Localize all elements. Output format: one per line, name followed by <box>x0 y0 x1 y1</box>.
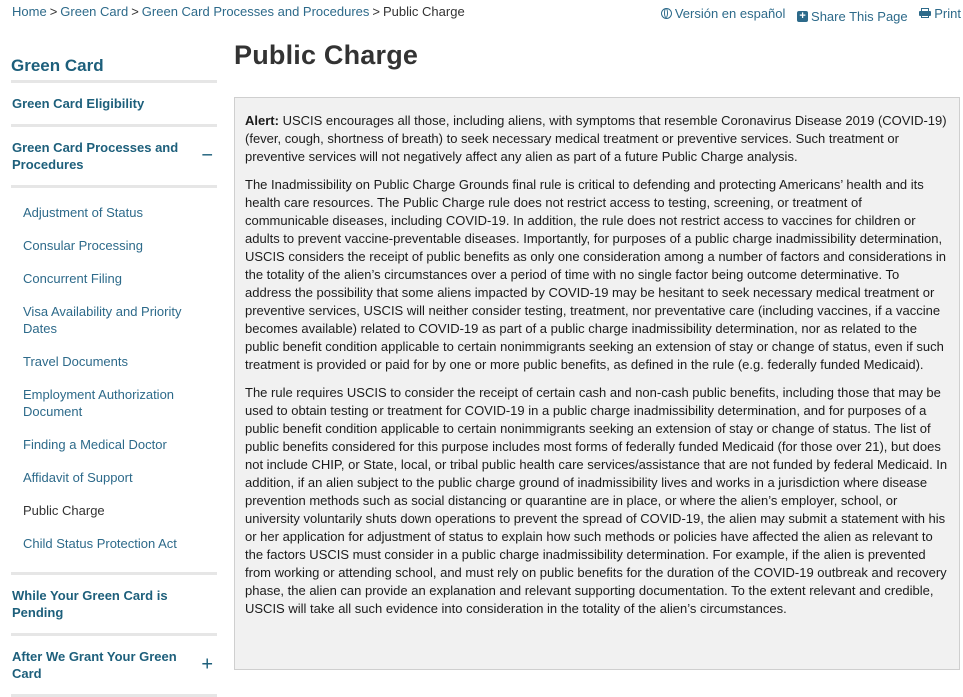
breadcrumb-separator: > <box>131 4 139 19</box>
print-label: Print <box>934 6 961 21</box>
covid-alert-box <box>234 97 960 670</box>
expand-plus-icon[interactable]: + <box>201 653 213 676</box>
sidebar-item-processes[interactable] <box>11 127 217 188</box>
sidebar-item-pending[interactable] <box>11 575 217 636</box>
breadcrumb-current: Public Charge <box>383 4 465 19</box>
sidebar-item-label: Green Card Processes and Procedures <box>12 140 179 172</box>
sidebar-item-label: Green Card Eligibility <box>12 96 145 111</box>
page-title: Public Charge <box>234 40 419 70</box>
printer-icon <box>919 8 931 19</box>
benefits-paragraph: The rule requires USCIS to consider the receipt of certain cash and non-cash public benefits, including those that may be used to obtain testing or treatment for COVID-19 in a public charge inadmissibility determination, and for purposes of a public benefit condition applicable to certain nonimmigrants seeking an extension of stay or change of status. The list of public benefits considered for this purpose includes most forms of federally funded Medicaid (for those over 21), but does not include CHIP, or State, local, or tribal public health care services/assistance that are not funded by federal Medicaid. In addition, if an alien subject to the public charge ground of inadmissibility lives and works in a jurisdiction where disease prevention methods such as social distancing or quarantine are in place, or where the alien’s employer, school, or university voluntarily shuts down operations to prevent the spread of COVID-19, the alien may submit a statement with his or her application for adjustment of status to explain how such methods or policies have affected the alien as relevant to the factors USCIS must consider in a public charge inadmissibility determination. For example, if the alien is prevented from working or attending school, and must rely on public benefits for the duration of the COVID-19 outbreak and recovery phase, the alien can provide an explanation and relevant supporting documentation. To the extent relevant and credible, USCIS will take all such evidence into consideration in the totality of the alien’s circumstances. <box>245 385 948 616</box>
alert-paragraph <box>245 112 949 166</box>
sidebar-subitem-public-charge[interactable]: Public Charge <box>23 503 105 518</box>
breadcrumb-separator: > <box>49 4 58 19</box>
sidebar-subitem-affidavit[interactable]: Affidavit of Support <box>23 470 133 485</box>
sidebar-item-label: While Your Green Card is Pending <box>12 588 168 620</box>
sidebar-subitem-medical-doctor[interactable]: Finding a Medical Doctor <box>23 437 167 452</box>
breadcrumb-processes-link[interactable]: Green Card Processes and Procedures <box>141 4 370 19</box>
utility-links <box>653 6 961 24</box>
breadcrumb-home-link[interactable]: Home <box>12 4 47 19</box>
sidebar-subitem-consular-processing[interactable]: Consular Processing <box>23 238 143 253</box>
sidebar-subitem-concurrent-filing[interactable]: Concurrent Filing <box>23 271 122 286</box>
spanish-version-link[interactable] <box>661 6 786 21</box>
sidebar-subitem-travel-documents[interactable]: Travel Documents <box>23 354 128 369</box>
globe-icon <box>661 8 672 19</box>
breadcrumb-separator: > <box>372 4 381 19</box>
sidebar-subitem-adjustment-of-status[interactable]: Adjustment of Status <box>23 205 143 220</box>
sidebar-subitem-visa-availability[interactable]: Visa Availability and Priority Dates <box>23 304 182 336</box>
sidebar-subitem-cspa[interactable]: Child Status Protection Act <box>23 536 177 551</box>
sidebar-nav <box>11 50 217 697</box>
print-link[interactable] <box>919 6 961 21</box>
share-plus-icon: + <box>797 11 808 22</box>
sidebar-item-after-grant[interactable] <box>11 636 217 697</box>
breadcrumb-green-card-link[interactable]: Green Card <box>60 4 129 19</box>
rule-paragraph: The Inadmissibility on Public Charge Grounds final rule is critical to defending and protecting Americans’ health and its health care resources. The Public Charge rule does not restrict access to testing, screening, or treatment of communicable diseases, including COVID-19. In addition, the rule does not restrict access to vaccines for children or adults to prevent vaccine-preventable diseases. Importantly, for purposes of a public charge inadmissibility determination, USCIS considers the receipt of public benefits as only one consideration among a number of factors and considerations in the totality of the alien’s circumstances over a period of time with no single factor being outcome determinative. To address the possibility that some aliens impacted by COVID-19 may be hesitant to seek necessary medical treatment or preventive services, USCIS will neither consider testing, treatment, nor preventative care (including vaccines, if a vaccine becomes available) related to COVID-19 as part of a public charge inadmissibility determination, nor as related to the public benefit condition applicable to certain nonimmigrants seeking an extension of stay or change of status, even if such treatment is provided or paid for by one or more public benefits, as defined in the rule (e.g. federally funded Medicaid). <box>245 177 946 372</box>
share-page-label: Share This Page <box>811 9 908 24</box>
breadcrumb <box>12 4 465 19</box>
sidebar-item-eligibility[interactable] <box>11 83 217 127</box>
collapse-minus-icon[interactable]: − <box>201 144 213 167</box>
alert-label: Alert: <box>245 113 279 128</box>
sidebar-sublist <box>11 188 217 575</box>
spanish-version-label: Versión en español <box>674 6 786 21</box>
sidebar-title[interactable]: Green Card <box>11 50 217 83</box>
alert-text: USCIS encourages all those, including aliens, with symptoms that resemble Coronavirus Disease 2019 (COVID-19) (fever, cough, shortness of breath) to seek necessary medical treatment or preventive services. Such treatment or preventive services will not negatively affect any alien as part of a future Public Charge analysis. <box>245 113 947 164</box>
sidebar-subitem-ead[interactable]: Employment Authorization Document <box>23 387 175 419</box>
sidebar-item-label: After We Grant Your Green Card <box>12 649 177 681</box>
share-page-link[interactable] <box>797 9 908 24</box>
